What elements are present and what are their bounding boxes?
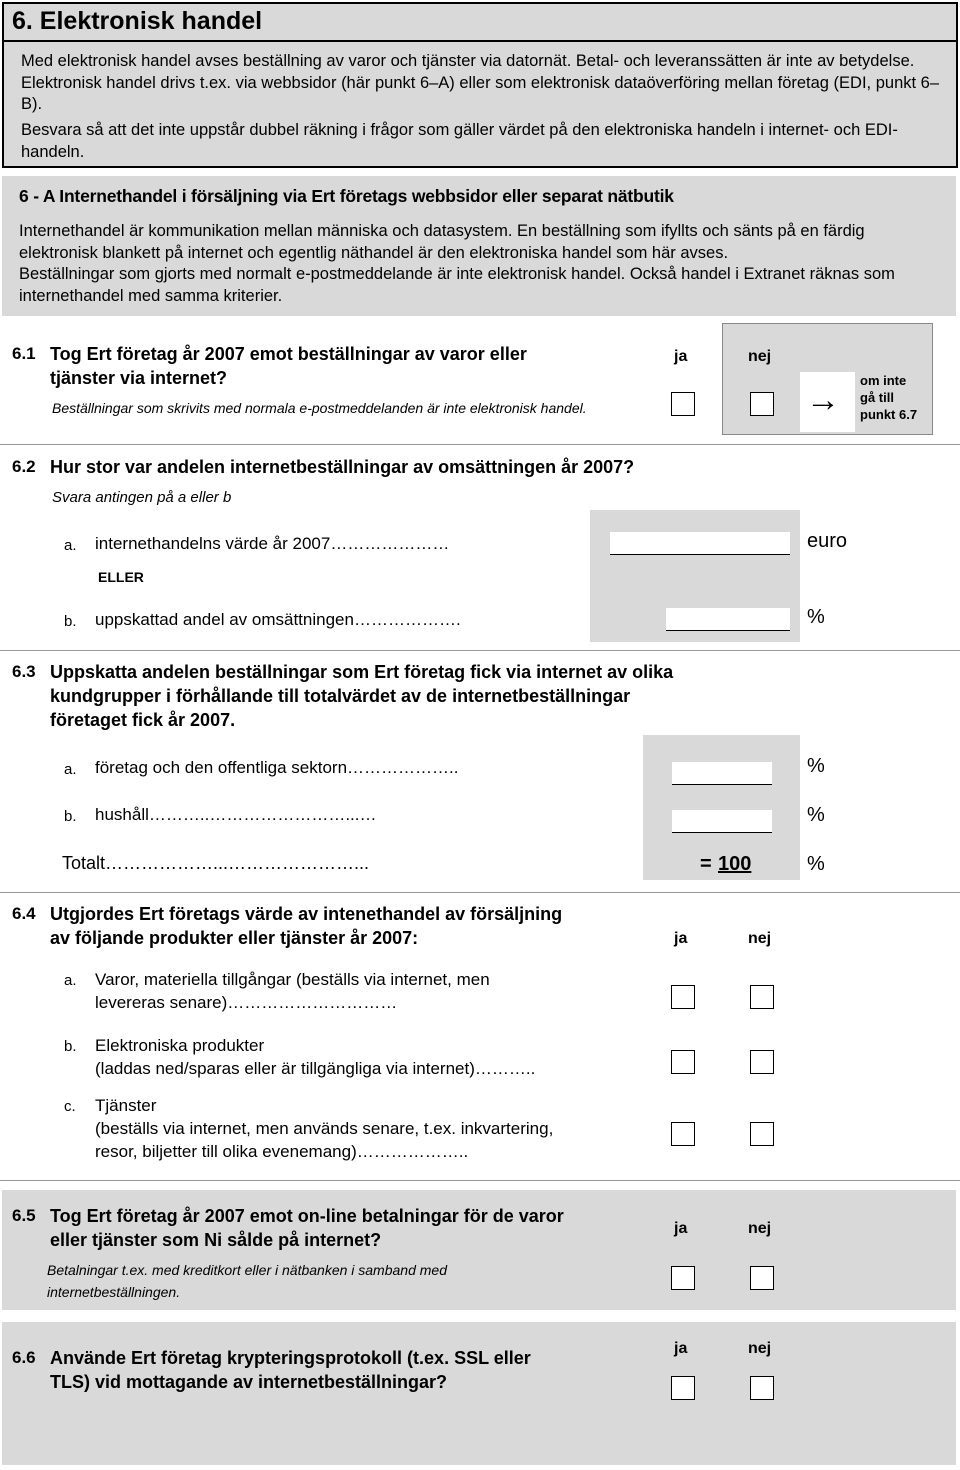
q65-question-line-2: eller tjänster som Ni sålde på internet? — [50, 1230, 382, 1250]
q63-total-unit: % — [807, 853, 825, 875]
q65-yes-label: ja — [674, 1220, 688, 1237]
section-a-paragraph-2: Beställningar som gjorts med normalt e-postmeddelande är inte elektronisk handel. Också handel i Extranet räknas som internethandel med samma kriterier. — [19, 265, 895, 305]
q66-yes-checkbox[interactable] — [671, 1376, 695, 1400]
q61-no-checkbox[interactable] — [750, 392, 774, 416]
q64-question-line-2: av följande produkter eller tjänster år 2007: — [50, 928, 419, 948]
q66-no-checkbox[interactable] — [750, 1376, 774, 1400]
q64-b-no-checkbox[interactable] — [750, 1050, 774, 1074]
q61-skip-note — [860, 372, 917, 423]
q64-c-no-checkbox[interactable] — [750, 1122, 774, 1146]
q62-b-value-field[interactable] — [666, 608, 790, 631]
q61-note: Beställningar som skrivits med normala e-postmeddelanden är inte elektronisk handel. — [52, 400, 587, 416]
q64-c-yes-checkbox[interactable] — [671, 1122, 695, 1146]
q64-c-line-1: Tjänster — [95, 1096, 157, 1115]
divider — [0, 650, 960, 651]
q66-no-label: nej — [748, 1340, 772, 1357]
q64-b-letter: b. — [64, 1038, 77, 1055]
q65-no-label: nej — [748, 1220, 772, 1237]
q64-question-line-1: Utgjordes Ert företags värde av intenethandel av försäljning — [50, 904, 563, 924]
section-a-box — [2, 176, 956, 316]
arrow-right-icon: → — [806, 381, 840, 419]
intro-paragraph-1: Med elektronisk handel avses beställning av varor och tjänster via datornät. Betal- och leveranssätten är inte av betydelse. Elektronisk handel drivs t.ex. via webbsidor (här punkt 6–A) eller som elektronisk dataöverföring mellan företag (EDI, punkt 6–B). — [21, 52, 940, 113]
q65-note — [47, 1259, 447, 1303]
q64-c-letter: c. — [64, 1098, 76, 1115]
q64-a-line-1: Varor, materiella tillgångar (beställs via internet, men — [95, 970, 490, 989]
divider — [0, 892, 960, 893]
q63-question-line-1: Uppskatta andelen beställningar som Ert företag fick via internet av olika — [50, 662, 674, 682]
q64-a-line-2: levereras senare)………………………… — [95, 993, 398, 1012]
q62-a-value-field[interactable] — [610, 532, 790, 555]
q66-yes-label: ja — [674, 1340, 688, 1357]
section-a-paragraph-1: Internethandel är kommunikation mellan människa och datasystem. En beställning som ifyllts och sänts på en färdig elektronisk blankett på internet och egentlig näthandel är den elektroniska handel som här avses. — [19, 222, 865, 262]
q64-yes-label: ja — [674, 930, 688, 947]
section-header — [2, 2, 958, 42]
q66-question-line-2: TLS) vid mottagande av internetbeställningar? — [50, 1372, 448, 1392]
q64-b-yes-checkbox[interactable] — [671, 1050, 695, 1074]
q62-a-unit: euro — [807, 530, 848, 552]
q61-skip-line-1: om inte — [860, 373, 907, 388]
q61-skip-line-2: gå till — [860, 390, 894, 405]
q66-question-line-1: Använde Ert företag krypteringsprotokoll (t.ex. SSL eller — [50, 1348, 531, 1368]
section-a-title: 6 - A Internethandel i försäljning via Ert företags webbsidor eller separat nätbutik — [19, 186, 674, 206]
q65-note-line-1: Betalningar t.ex. med kreditkort eller i nätbanken i samband med — [47, 1262, 447, 1278]
q62-hint: Svara antingen på a eller b — [52, 489, 232, 506]
q62-a-letter: a. — [64, 537, 77, 554]
q63-b-letter: b. — [64, 808, 77, 825]
divider — [0, 444, 960, 445]
q64-c-line-3: resor, biljetter till olika evenemang)……………….. — [95, 1142, 469, 1161]
page-title: 6. Elektronisk handel — [12, 7, 263, 35]
q64-c-line-2: (beställs via internet, men används senare, t.ex. inkvartering, — [95, 1119, 554, 1138]
q61-skip-line-3: punkt 6.7 — [860, 407, 918, 422]
q63-total-prefix: = — [700, 853, 712, 875]
q63-a-label: företag och den offentliga sektorn……………….. — [95, 758, 459, 777]
q65-yes-checkbox[interactable] — [671, 1266, 695, 1290]
q63-b-value-field[interactable] — [672, 810, 772, 833]
q62-a-label: internethandelns värde år 2007………………… — [95, 534, 450, 553]
q61-question-line-1: Tog Ert företag år 2007 emot beställningar av varor eller — [50, 344, 527, 364]
q63-question-line-3: företaget fick år 2007. — [50, 710, 236, 730]
q62-b-unit: % — [807, 606, 825, 628]
q64-b-line-1: Elektroniska produkter — [95, 1036, 265, 1055]
q63-total-label: Totalt………………...…………………... — [62, 853, 370, 873]
q63-b-unit: % — [807, 804, 825, 826]
q64-number: 6.4 — [12, 904, 36, 923]
q63-a-letter: a. — [64, 761, 77, 778]
q65-note-line-2: internetbeställningen. — [47, 1284, 181, 1300]
q63-number: 6.3 — [12, 662, 36, 681]
q65-no-checkbox[interactable] — [750, 1266, 774, 1290]
intro-paragraph-2: Besvara så att det inte uppstår dubbel räkning i frågor som gäller värdet på den elektroniska handeln i internet- och EDI-handeln. — [21, 121, 898, 161]
q65-number: 6.5 — [12, 1206, 36, 1225]
q62-question: Hur stor var andelen internetbeställningar av omsättningen år 2007? — [50, 457, 635, 477]
q62-or-label: ELLER — [98, 569, 144, 585]
q61-yes-label: ja — [674, 348, 688, 365]
q61-no-label: nej — [748, 348, 772, 365]
q63-a-value-field[interactable] — [672, 762, 772, 785]
q63-a-unit: % — [807, 755, 825, 777]
q64-b-line-2: (laddas ned/sparas eller är tillgängliga via internet)……….. — [95, 1059, 536, 1078]
q64-no-label: nej — [748, 930, 772, 947]
intro-box — [2, 40, 958, 168]
q64-a-no-checkbox[interactable] — [750, 985, 774, 1009]
q64-a-yes-checkbox[interactable] — [671, 985, 695, 1009]
q62-b-letter: b. — [64, 613, 77, 630]
q61-yes-checkbox[interactable] — [671, 392, 695, 416]
q63-b-label: hushåll………..……………………...… — [95, 805, 377, 824]
q61-number: 6.1 — [12, 344, 36, 363]
q66-number: 6.6 — [12, 1348, 36, 1367]
q64-a-letter: a. — [64, 972, 77, 989]
q63-total-value: 100 — [718, 853, 752, 875]
q62-b-label: uppskattad andel av omsättningen………………. — [95, 610, 461, 629]
q62-number: 6.2 — [12, 457, 36, 476]
q63-question-line-2: kundgrupper i förhållande till totalvärdet av de internetbeställningar — [50, 686, 631, 706]
q65-question-line-1: Tog Ert företag år 2007 emot on-line betalningar för de varor — [50, 1206, 564, 1226]
q61-question-line-2: tjänster via internet? — [50, 368, 228, 388]
divider — [0, 1180, 960, 1181]
